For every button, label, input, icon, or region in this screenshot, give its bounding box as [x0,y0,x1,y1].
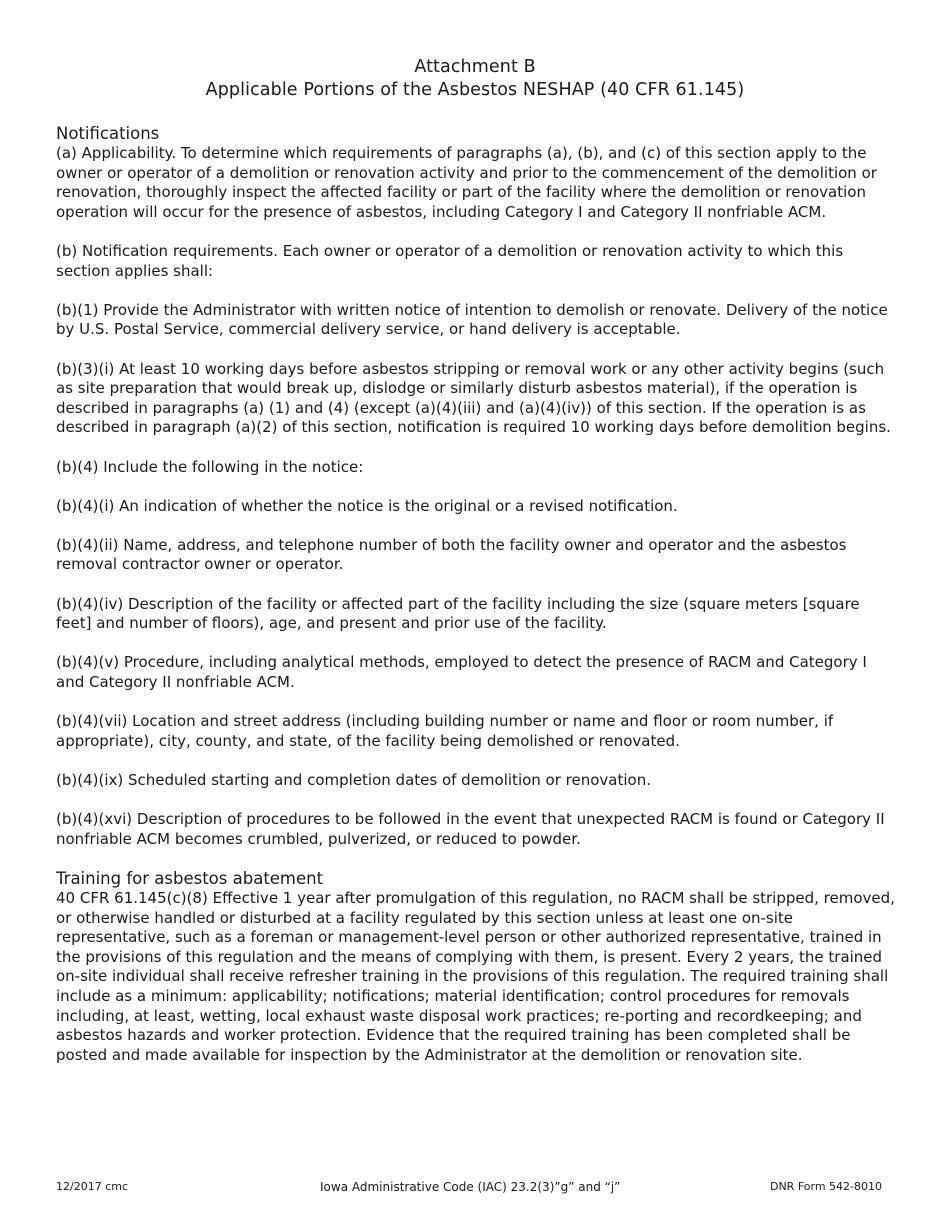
paragraph-b4xvi: (b)(4)(xvi) Description of procedures to be followed in the event that unexpected RACM is found or Category II nonfriable ACM becomes crumbled, pulverized, or reduced to powder. [56,810,885,848]
paragraph-b4: (b)(4) Include the following in the notice: [56,457,364,476]
paragraph-training: 40 CFR 61.145(c)(8) Effective 1 year after promulgation of this regulation, no RACM shall be stripped, removed, or otherwise handled or disturbed at a facility regulated by this section unless at least one on-site representative, such as a foreman or management-level person or other authorized representative, trained in the provisions of this regulation and the means of complying with them, is present. Every 2 years, the trained on-site individual shall receive refresher training in the provisions of this regulation. The required training shall include as a minimum: applicability; notifications; material identification; control procedures for removals including, at least, wetting, local exhaust waste disposal work practices; re-porting and recordkeeping; and asbestos hazards and worker protection. Evidence that the required training has been completed shall be posted and made available for inspection by the Administrator at the demolition or renovation site. [56,888,895,1064]
page-footer [56,1180,882,1196]
document-body [56,124,898,1065]
paragraph-b3i: (b)(3)(i) At least 10 working days before asbestos stripping or removal work or any other activity begins (such as site preparation that would break up, dislodge or similarly disturb asbestos material), if the operation is described in paragraphs (a) (1) and (4) (except (a)(4)(iii) and (a)(4)(iv)) of this section. If the operation is as described in paragraph (a)(2) of this section, notification is required 10 working days before demolition begins. [56,359,891,437]
paragraph-b4v: (b)(4)(v) Procedure, including analytical methods, employed to detect the presence of RACM and Category I and Category II nonfriable ACM. [56,653,867,692]
paragraph-b4ii: (b)(4)(ii) Name, address, and telephone number of both the facility owner and operator and the asbestos removal contractor owner or operator. [56,535,847,574]
section-heading-notifications: Notifications [56,124,160,143]
paragraph-b1: (b)(1) Provide the Administrator with written notice of intention to demolish or renovate. Delivery of the notice by U.S. Postal Service, commercial delivery service, or hand delivery is acceptable. [56,300,888,339]
paragraph-a-applicability: (a) Applicability. To determine which requirements of paragraphs (a), (b), and (c) of this section apply to the owner or operator of a demolition or renovation activity and prior to the commencement of the demolition or renovation, thoroughly inspect the affected facility or part of the facility where the demolition or renovation operation will occur for the presence of asbestos, including Category I and Category II nonfriable ACM. [56,144,877,221]
paragraph-b4vii: (b)(4)(vii) Location and street address (including building number or name and floor or room number, if appropriate), city, county, and state, of the facility being demolished or renovated. [56,712,834,750]
footer-date: 12/2017 cmc [56,1180,129,1193]
section-heading-training: Training for asbestos abatement [56,868,324,888]
footer-code-reference: Iowa Administrative Code (IAC) 23.2(3)”g” and “j” [320,1180,621,1194]
paragraph-b4i: (b)(4)(i) An indication of whether the notice is the original or a revised notification. [56,496,678,515]
paragraph-b4ix: (b)(4)(ix) Scheduled starting and completion dates of demolition or renovation. [56,771,651,789]
footer-form-number: DNR Form 542-8010 [769,1180,882,1193]
document-title: Attachment B [414,57,536,77]
paragraph-b-notification-requirements: (b) Notification requirements. Each owner or operator of a demolition or renovation activity to which this section applies shall: [56,241,844,280]
title-block [0,56,950,102]
document-subtitle: Applicable Portions of the Asbestos NESHAP (40 CFR 61.145) [205,80,745,100]
paragraph-b4iv: (b)(4)(iv) Description of the facility or affected part of the facility including the size (square meters [square feet] and number of floors), age, and present and prior use of the facility. [56,594,860,633]
